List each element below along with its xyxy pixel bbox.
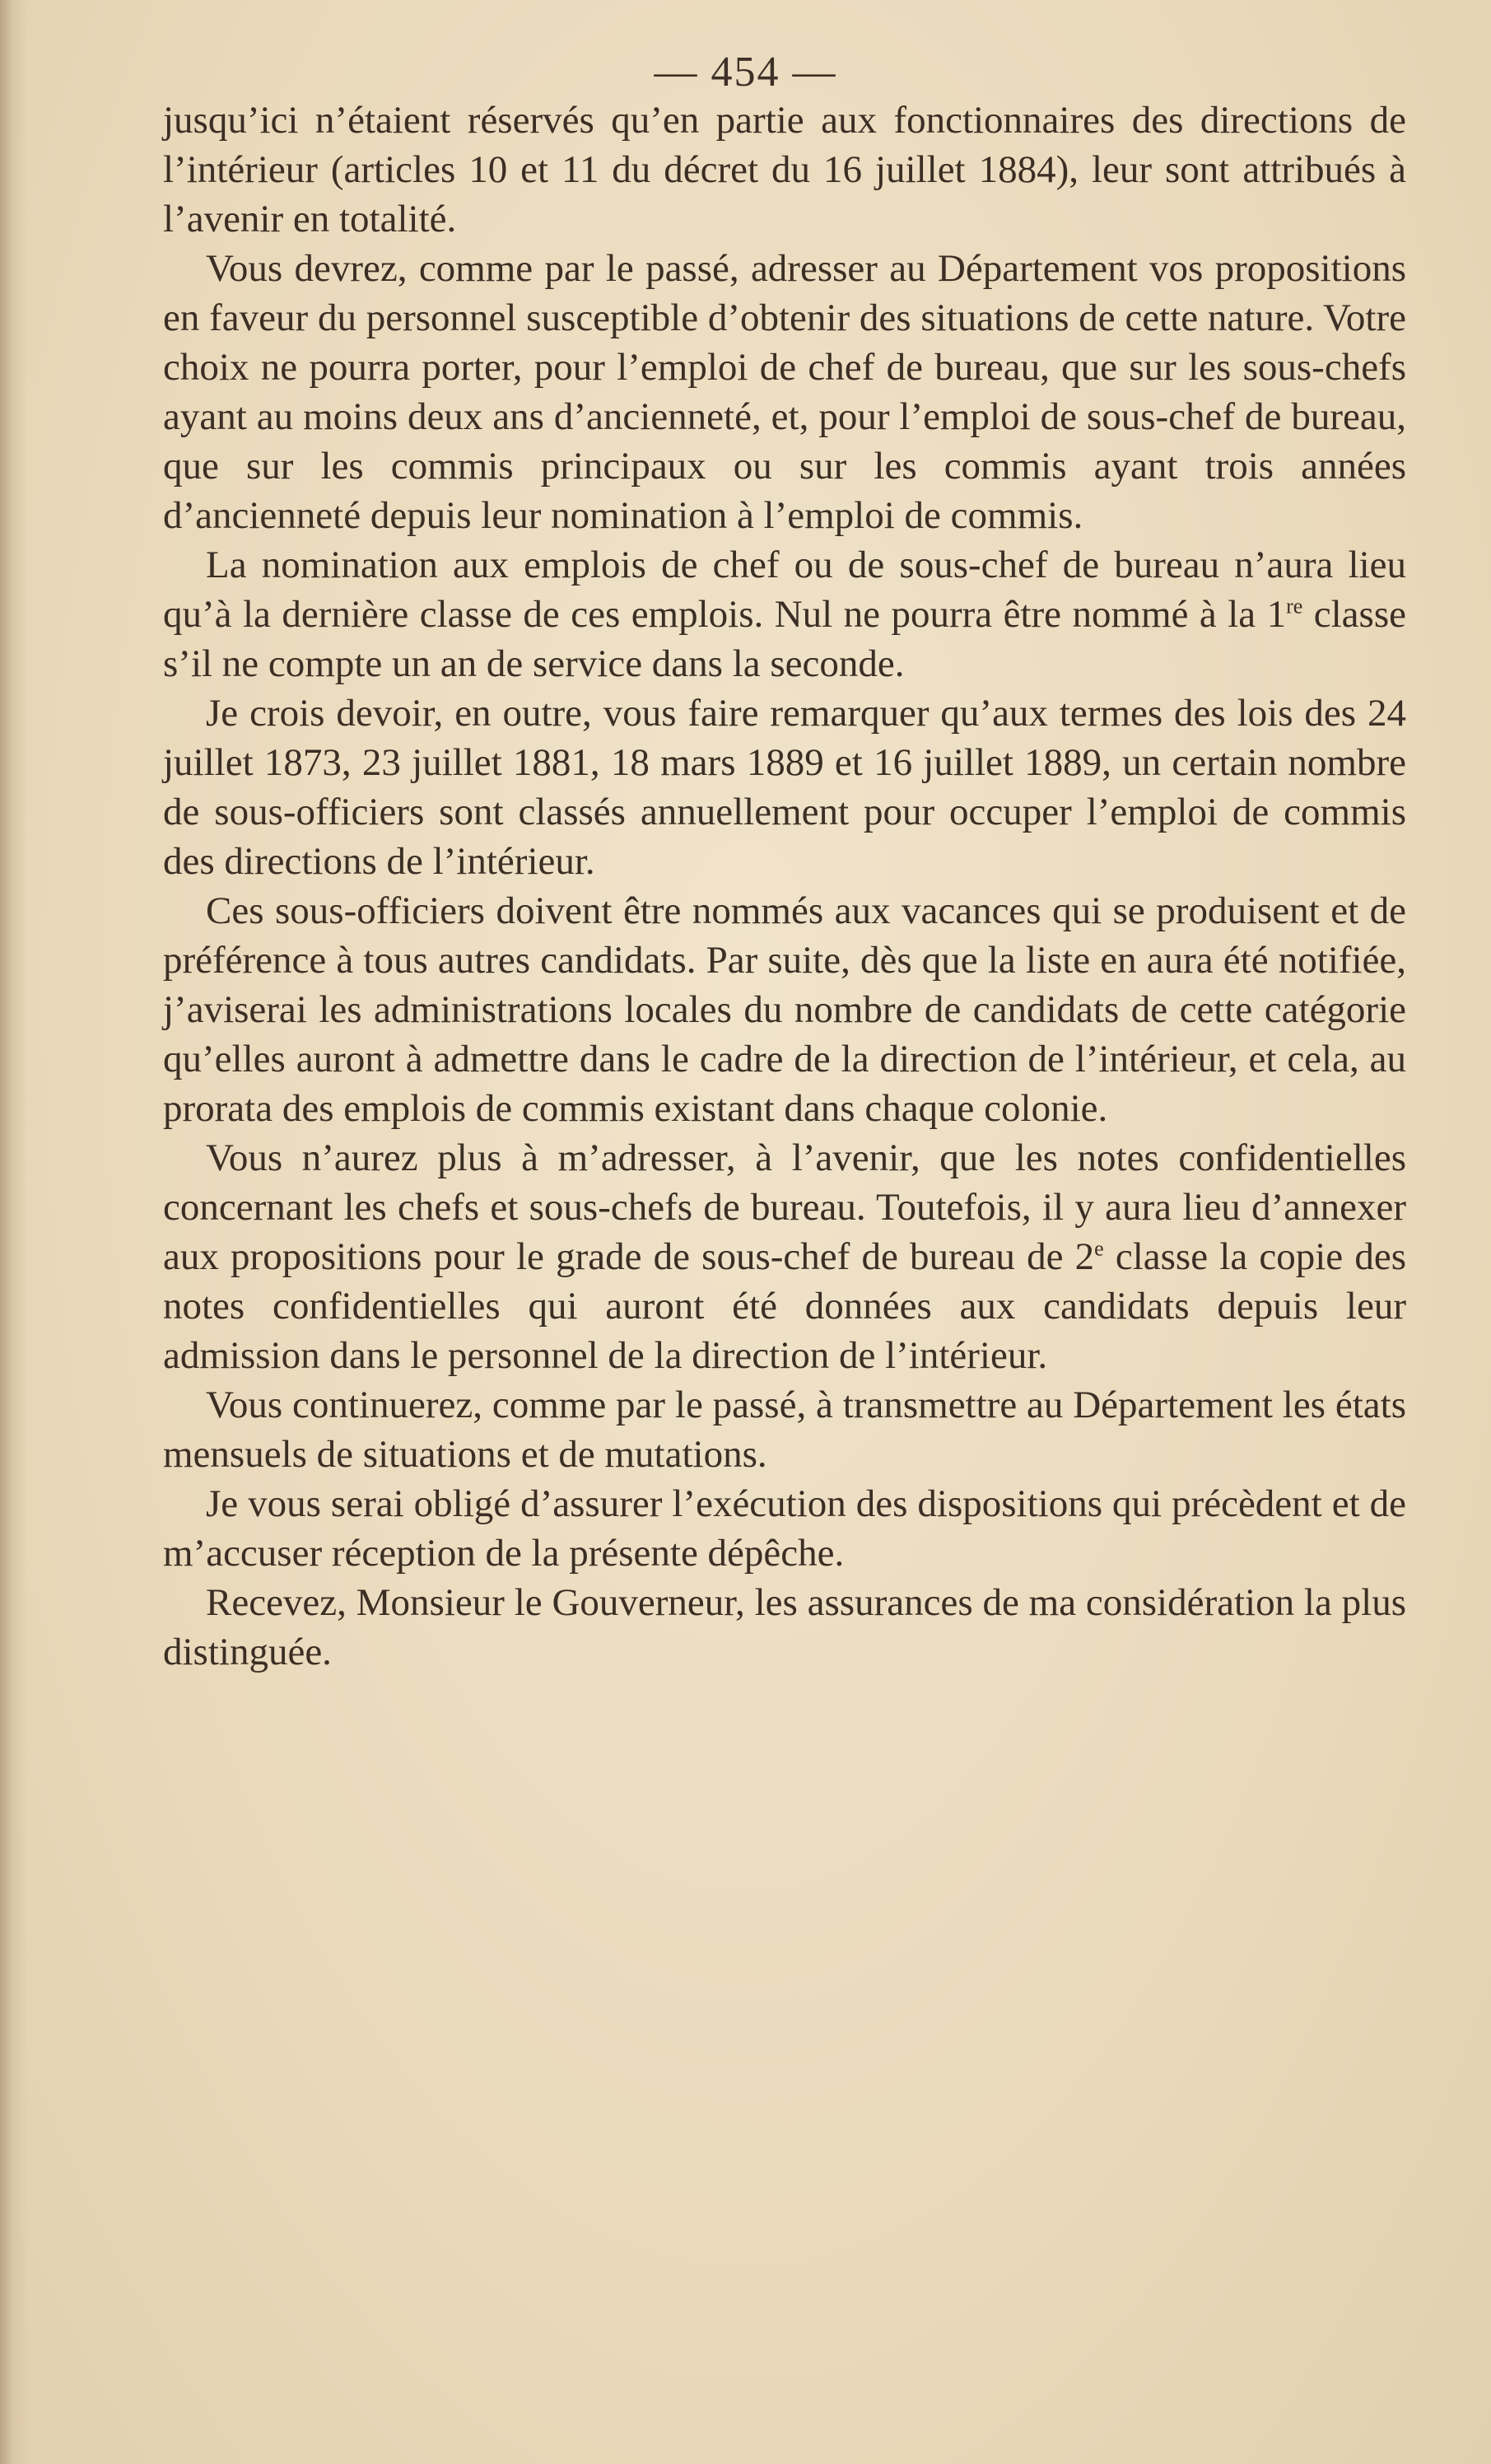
paragraph-notes-text-a: Vous n’aurez plus à m’adresser, à l’avenir, que les notes confidentielles concernant les chefs et sous-chefs de bureau. Toutefois, il y aura lieu d’annexer aux propositions pour le grade de sous-chef de bureau de 2 (163, 1136, 1406, 1278)
paragraph-sous-officiers: Ces sous-officiers doivent être nommés aux vacances qui se produisent et de préférence à tous autres candidats. Par suite, dès que la liste en aura été notifiée, j’aviserai les administrations locales du nombre de candidats de cette catégorie qu’elles auront à admettre dans le cadre de la direction de l’intérieur, et cela, au prorata des emplois de commis existant dans chaque colonie. (163, 889, 1406, 1130)
page-number: — 454 — (654, 49, 837, 96)
page-body-text (163, 96, 1406, 1677)
paragraph-etats-mensuels: Vous continuerez, comme par le passé, à transmettre au Département les états mensuels de situations et de mutations. (163, 1384, 1406, 1476)
paragraph-closing: Recevez, Monsieur le Gouverneur, les assurances de ma considération la plus distinguée. (163, 1581, 1406, 1673)
paragraph-notes-confidentielles (163, 1133, 1406, 1380)
paragraph-notes-superscript: e (1094, 1236, 1104, 1261)
paragraph-nomination-text-b: classe s’il ne compte un an de service dans la seconde. (163, 593, 1406, 685)
paragraph-execution: Je vous serai obligé d’assurer l’exécution des dispositions qui précèdent et de m’accuser réception de la présente dépêche. (163, 1482, 1406, 1575)
paragraph-nomination-text-a: La nomination aux emplois de chef ou de sous-chef de bureau n’aura lieu qu’à la dernière classe de ces emplois. Nul ne pourra être nommé à la 1 (163, 544, 1406, 636)
paragraph-notes-text-b: classe la copie des notes confidentielles qui auront été données aux candidats depuis leur admission dans le personnel de la direction de l’intérieur. (163, 1235, 1406, 1377)
page-gutter-shadow (0, 0, 28, 2464)
paragraph-propositions: Vous devrez, comme par le passé, adresser au Département vos propositions en faveur du personnel susceptible d’obtenir des situations de cette nature. Votre choix ne pourra porter, pour l’emploi de chef de bureau, que sur les sous-chefs ayant au moins deux ans d’ancienneté, et, pour l’emploi de sous-chef de bureau, que sur les commis principaux ou sur les commis ayant trois années d’ancienneté depuis leur nomination à l’emploi de commis. (163, 247, 1406, 537)
paragraph-nomination (163, 540, 1406, 688)
paragraph-continuation: jusqu’ici n’étaient réservés qu’en partie aux fonctionnaires des directions de l’intérieur (articles 10 et 11 du décret du 16 juillet 1884), leur sont attribués à l’avenir en totalité. (163, 99, 1406, 240)
paragraph-lois: Je crois devoir, en outre, vous faire remarquer qu’aux termes des lois des 24 juillet 1873, 23 juillet 1881, 18 mars 1889 et 16 juillet 1889, un certain nombre de sous-officiers sont classés annuellement pour occuper l’emploi de commis des directions de l’intérieur. (163, 692, 1406, 883)
paragraph-nomination-superscript: re (1286, 594, 1303, 618)
